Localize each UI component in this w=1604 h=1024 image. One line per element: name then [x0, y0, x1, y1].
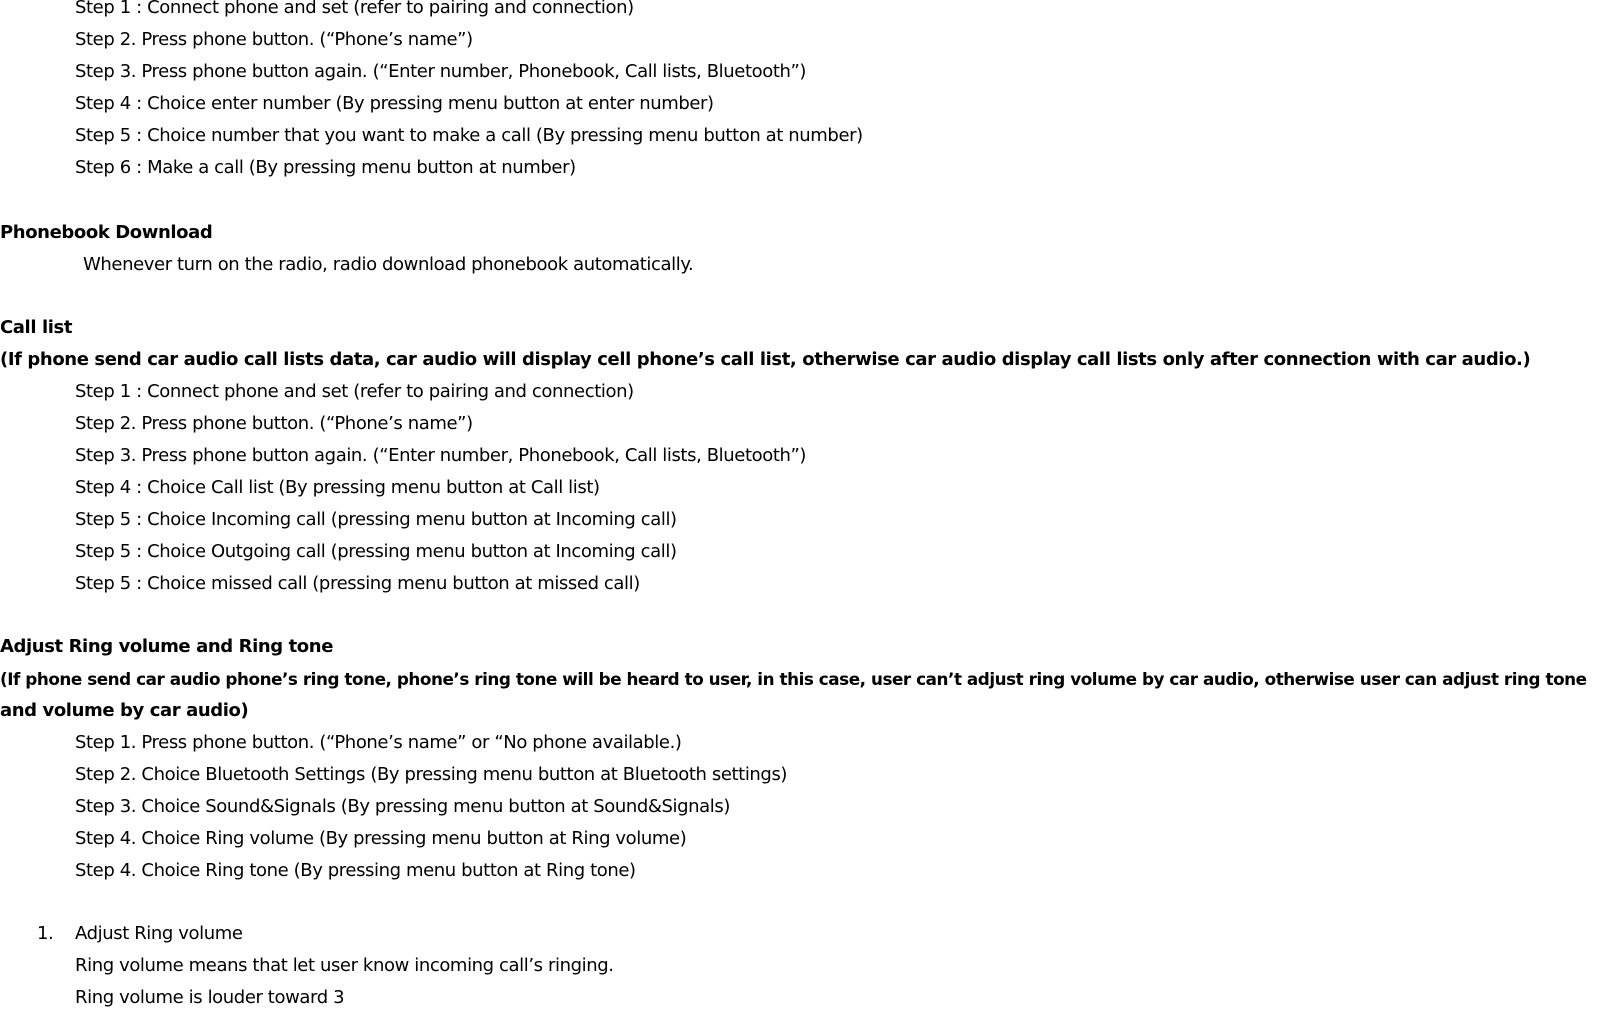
ring-step-4b: Step 4. Choice Ring tone (By pressing menu button at Ring tone): [75, 860, 636, 881]
call-list-step-5a: Step 5 : Choice Incoming call (pressing menu button at Incoming call): [75, 509, 677, 530]
list-item-title: Adjust Ring volume: [75, 923, 243, 944]
phonebook-heading: Phonebook Download: [0, 222, 213, 243]
make-call-step-6: Step 6 : Make a call (By pressing menu button at number): [75, 157, 576, 178]
call-list-step-5b: Step 5 : Choice Outgoing call (pressing menu button at Incoming call): [75, 541, 677, 562]
make-call-step-4: Step 4 : Choice enter number (By pressing menu button at enter number): [75, 93, 714, 114]
call-list-step-5c: Step 5 : Choice missed call (pressing menu button at missed call): [75, 573, 640, 594]
call-list-step-4: Step 4 : Choice Call list (By pressing menu button at Call list): [75, 477, 600, 498]
list-number: 1.: [37, 923, 54, 944]
list-item-line-2: Ring volume is louder toward 3: [75, 987, 345, 1008]
call-list-heading: Call list: [0, 317, 73, 338]
make-call-step-2: Step 2. Press phone button. (“Phone’s name”): [75, 29, 473, 50]
make-call-step-5: Step 5 : Choice number that you want to make a call (By pressing menu button at number): [75, 125, 863, 146]
call-list-step-1: Step 1 : Connect phone and set (refer to pairing and connection): [75, 381, 634, 402]
ring-step-4a: Step 4. Choice Ring volume (By pressing menu button at Ring volume): [75, 828, 687, 849]
ring-note-line-2: and volume by car audio): [0, 700, 249, 721]
ring-step-2: Step 2. Choice Bluetooth Settings (By pressing menu button at Bluetooth settings): [75, 764, 788, 785]
call-list-step-2: Step 2. Press phone button. (“Phone’s name”): [75, 413, 473, 434]
call-list-note: (If phone send car audio call lists data, car audio will display cell phone’s call list, otherwise car audio display call lists only after connection with car audio.): [0, 349, 1531, 370]
ring-heading: Adjust Ring volume and Ring tone: [0, 636, 333, 657]
call-list-step-3: Step 3. Press phone button again. (“Enter number, Phonebook, Call lists, Bluetooth”): [75, 445, 807, 466]
ring-step-3: Step 3. Choice Sound&Signals (By pressing menu button at Sound&Signals): [75, 796, 731, 817]
ring-step-1: Step 1. Press phone button. (“Phone’s name” or “No phone available.): [75, 732, 682, 753]
phonebook-description: Whenever turn on the radio, radio download phonebook automatically.: [83, 254, 694, 275]
ring-note-line-1: (If phone send car audio phone’s ring tone, phone’s ring tone will be heard to user, in this case, user can’t adjust ring volume by car audio, otherwise user can adjust ring tone: [0, 669, 1587, 689]
make-call-step-1: Step 1 : Connect phone and set (refer to pairing and connection): [75, 0, 634, 18]
make-call-step-3: Step 3. Press phone button again. (“Enter number, Phonebook, Call lists, Bluetooth”): [75, 61, 807, 82]
list-item-line-1: Ring volume means that let user know incoming call’s ringing.: [75, 955, 614, 976]
